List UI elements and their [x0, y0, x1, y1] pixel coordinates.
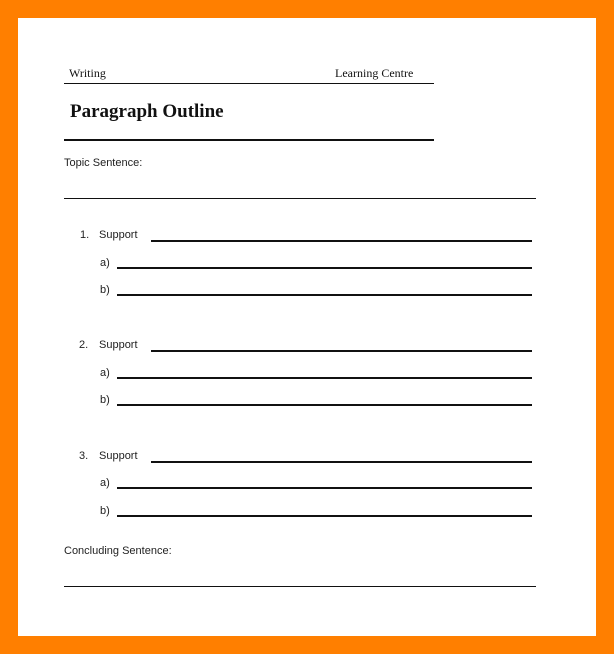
- section-2-sub-a-label: a): [100, 367, 110, 379]
- section-2-support-label: Support: [99, 339, 138, 351]
- header-divider: [64, 83, 434, 84]
- section-1-number: 1.: [80, 229, 90, 241]
- topic-sentence-line[interactable]: [64, 198, 536, 199]
- section-1-sub-b-line[interactable]: [117, 294, 532, 296]
- section-3-number: 3.: [79, 450, 89, 462]
- section-1-support-line[interactable]: [151, 240, 532, 242]
- section-2-support-line[interactable]: [151, 350, 532, 352]
- page-title: Paragraph Outline: [70, 101, 224, 122]
- section-2-sub-b-line[interactable]: [117, 404, 532, 406]
- section-2-sub-a-line[interactable]: [117, 377, 532, 379]
- section-3-sub-a-line[interactable]: [117, 487, 532, 489]
- section-1-support-label: Support: [99, 229, 138, 241]
- title-divider: [64, 139, 434, 141]
- section-1-sub-a-label: a): [100, 257, 110, 269]
- section-3-support-line[interactable]: [151, 461, 532, 463]
- section-2-sub-b-label: b): [100, 394, 110, 406]
- section-3-support-label: Support: [99, 450, 138, 462]
- topic-sentence-label: Topic Sentence:: [64, 157, 143, 169]
- section-3-sub-b-label: b): [100, 505, 110, 517]
- section-1-sub-a-line[interactable]: [117, 267, 532, 269]
- header-subject: Writing: [69, 66, 106, 80]
- worksheet-page: [18, 18, 596, 636]
- section-1-sub-b-label: b): [100, 284, 110, 296]
- section-2-number: 2.: [79, 339, 89, 351]
- concluding-sentence-line[interactable]: [64, 586, 536, 587]
- concluding-sentence-label: Concluding Sentence:: [64, 545, 172, 557]
- section-3-sub-b-line[interactable]: [117, 515, 532, 517]
- header-department: Learning Centre: [335, 66, 414, 80]
- section-3-sub-a-label: a): [100, 477, 110, 489]
